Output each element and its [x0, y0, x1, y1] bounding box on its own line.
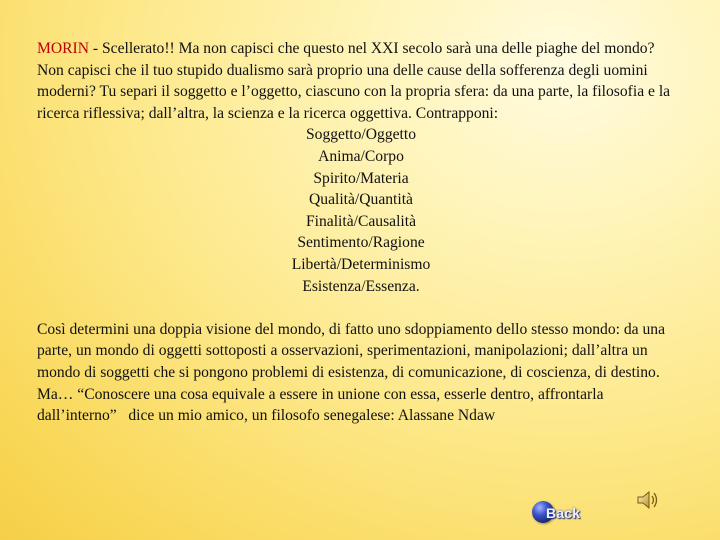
spacer — [37, 297, 677, 319]
speaker-icon[interactable] — [634, 487, 660, 513]
oppositions-list — [37, 124, 685, 297]
intro-text: - Scellerato!! Ma non capisci che questo nel XXI secolo sarà una delle piaghe del mondo? Non capisci che il tuo stupido dualismo sarà proprio una delle cause della sofferenza degli uomini moderni? Tu separi il soggetto e l’oggetto, ciascuno con la propria sfera: da una parte, la filosofia e la ricerca riflessiva; dall’altra, la scienza e la ricerca oggettiva. Contrapponi: — [37, 40, 671, 122]
opposition-item: Esistenza/Essenza. — [302, 277, 420, 295]
back-button-label: Back — [546, 505, 581, 521]
opposition-item: Sentimento/Ragione — [297, 234, 425, 252]
opposition-item: Qualità/Quantità — [309, 191, 413, 209]
opposition-item: Spirito/Materia — [313, 169, 409, 187]
opposition-item: Soggetto/Oggetto — [305, 126, 417, 144]
slide-content — [37, 38, 677, 427]
opposition-item: Libertà/Determinismo — [291, 255, 431, 273]
second-paragraph: Così determini una doppia visione del mondo, di fatto uno sdoppiamento dello stesso mondo: da una parte, un mondo di oggetti sottoposti a osservazioni, sperimentazioni, manipolazioni; dall’altra un mondo di soggetti che si pongono problemi di esistenza, di comunicazione, di coscienza, di destino. — [37, 320, 665, 381]
opposition-item: Anima/Corpo — [318, 147, 404, 165]
third-paragraph: Ma… “Conoscere una cosa equivale a essere in unione con essa, esserle dentro, affrontarla dall’interno” dice un mio amico, un filosofo senegalese: Alassane Ndaw — [37, 385, 608, 425]
back-button[interactable] — [530, 500, 586, 528]
intro-paragraph — [37, 38, 677, 124]
opposition-item: Finalità/Causalità — [305, 212, 416, 230]
speaker-name: MORIN — [37, 40, 89, 57]
